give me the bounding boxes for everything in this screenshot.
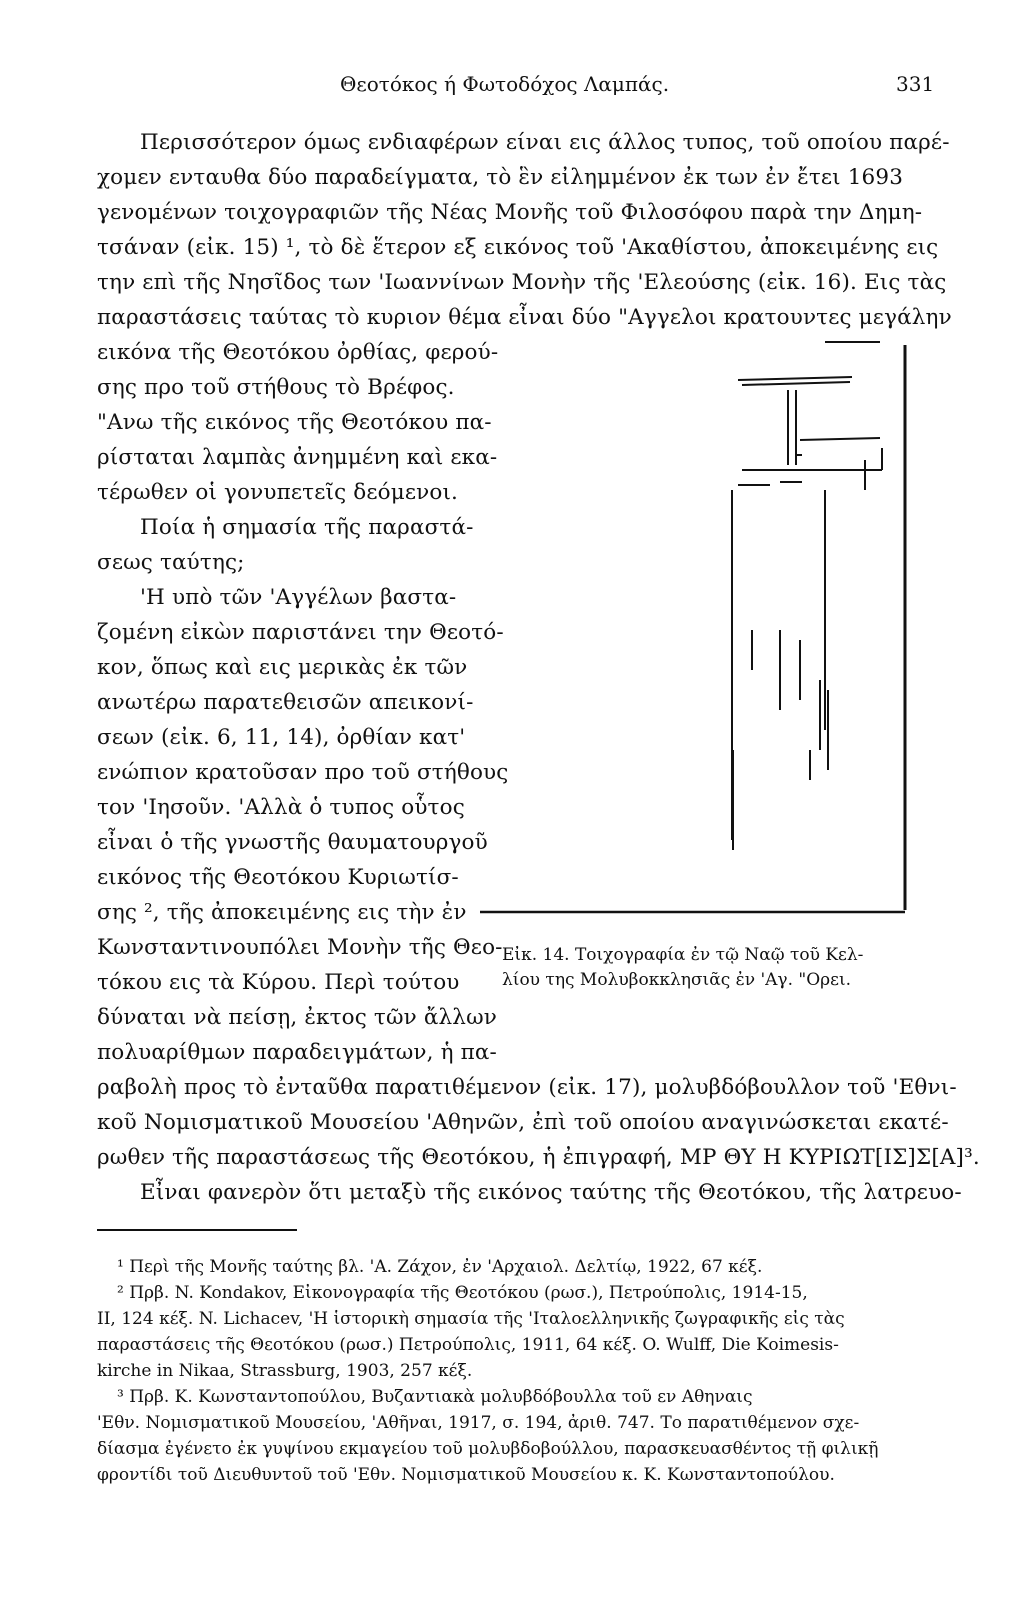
body-line: Κωνσταντινουπόλει Μονὴν τῆς Θεο- xyxy=(97,935,503,960)
body-line: σης προ τοῦ στήθους τὸ Βρέφος. xyxy=(97,375,455,400)
running-header: Θεοτόκος ή Φωτοδόχος Λαμπάς. xyxy=(340,72,670,96)
figure-14-drawing xyxy=(480,330,930,930)
caption-line: λίου της Μολυβοκκλησιᾶς ἐν 'Αγ. "Ορει. xyxy=(502,970,852,990)
body-line: εικόνα τῆς Θεοτόκου ὀρθίας, φερού- xyxy=(97,340,499,365)
body-line: ραβολὴ προς τὸ ἐνταῦθα παρατιθέμενον (εἰκ. 17), μολυβδόβουλλον τοῦ 'Εθνι- xyxy=(97,1075,957,1100)
body-line: Ποία ἡ σημασία τῆς παραστά- xyxy=(140,515,474,540)
body-line: παραστάσεις ταύτας τὸ κυριον θέμα εἶναι δύο "Αγγελοι κρατουντες μεγάλην xyxy=(97,305,952,330)
body-line: κον, ὅπως καὶ εις μερικὰς ἐκ τῶν xyxy=(97,655,468,680)
body-line: Εἶναι φανερὸν ὅτι μεταξὺ τῆς εικόνος ταύτης τῆς Θεοτόκου, τῆς λατρευο- xyxy=(140,1180,962,1205)
body-line: ρίσταται λαμπὰς ἀνημμένη καὶ εκα- xyxy=(97,445,498,470)
body-line: σεων (εἰκ. 6, 11, 14), ὀρθίαν κατ' xyxy=(97,725,466,750)
body-line: δύναται νὰ πείσῃ, ἐκτος τῶν ἄλλων xyxy=(97,1005,497,1030)
body-line: κοῦ Νομισματικοῦ Μουσείου 'Αθηνῶν, ἐπὶ τοῦ οποίου αναγινώσκεται εκατέ- xyxy=(97,1110,949,1135)
body-line: 'Η υπὸ τῶν 'Αγγέλων βαστα- xyxy=(140,585,457,610)
body-line: ρωθεν τῆς παραστάσεως τῆς Θεοτόκου, ἡ ἐπιγραφή, ΜΡ ΘΥ Η ΚΥΡΙΩΤ[ΙΣ]Σ[Α]³. xyxy=(97,1145,980,1170)
body-line: τόκου εις τὰ Κύρου. Περὶ τούτου xyxy=(97,970,460,995)
body-line: σεως ταύτης; xyxy=(97,550,245,575)
footnote-line: 'Εθν. Νομισματικοῦ Μουσείου, 'Αθῆναι, 1917, σ. 194, ἀριθ. 747. Το παρατιθέμενον σχε- xyxy=(97,1413,860,1433)
footnote-line: δίασμα ἐγένετο ἐκ γυψίνου εκμαγείου τοῦ μολυβδοβούλλου, παρασκευασθέντος τῇ φιλικῇ xyxy=(97,1439,879,1459)
body-line: εἶναι ὁ τῆς γνωστῆς θαυματουργοῦ xyxy=(97,830,488,855)
body-line: τον 'Ιησοῦν. 'Αλλὰ ὁ τυπος οὗτος xyxy=(97,795,465,820)
footnote-line: ³ Πρβ. K. Κωνσταντοπούλου, Βυζαντιακὰ μολυβδόβουλλα τοῦ εν Αθηναις xyxy=(117,1387,753,1407)
footnote-line: ² Πρβ. N. Kondakov, Εἰκονογραφία τῆς Θεοτόκου (ρωσ.), Πετρούπολις, 1914-15, xyxy=(117,1283,808,1303)
page-number: 331 xyxy=(896,72,935,96)
body-line: σης ², τῆς ἀποκειμένης εις τὴν ἐν xyxy=(97,900,467,925)
footnote-line: II, 124 κέξ. N. Lichacev, 'Η ἱστορικὴ σημασία τῆς 'Ιταλοελληνικῆς ζωγραφικῆς εἰς τὰς xyxy=(97,1309,845,1329)
footnote-divider xyxy=(97,1229,297,1231)
footnote-line: ¹ Περὶ τῆς Μονῆς ταύτης βλ. 'Α. Ζάχον, ἐν 'Αρχαιολ. Δελτίῳ, 1922, 67 κέξ. xyxy=(117,1257,763,1277)
footnote-line: παραστάσεις τῆς Θεοτόκου (ρωσ.) Πετρούπολις, 1911, 64 κέξ. O. Wulff, Die Koimesis- xyxy=(97,1335,839,1355)
footnote-line: φροντίδι τοῦ Διευθυντοῦ τοῦ 'Εθν. Νομισματικοῦ Μουσείου κ. K. Κωνσταντοπούλου. xyxy=(97,1465,835,1485)
body-line: Περισσότερον όμως ενδιαφέρων είναι εις άλλος τυπος, τοῦ οποίου παρέ- xyxy=(140,130,950,155)
caption-line: Εἰκ. 14. Τοιχογραφία ἐν τῷ Ναῷ τοῦ Κελ- xyxy=(502,945,864,965)
body-line: τέρωθεν οἱ γονυπετεῖς δεόμενοι. xyxy=(97,480,459,505)
body-line: την επὶ τῆς Νησῖδος των 'Ιωαννίνων Μονὴν τῆς 'Ελεούσης (εἰκ. 16). Εις τὰς xyxy=(97,270,947,295)
body-line: ενώπιον κρατοῦσαν προ τοῦ στήθους xyxy=(97,760,509,785)
body-line: γενομένων τοιχογραφιῶν τῆς Νέας Μονῆς τοῦ Φιλοσόφου παρὰ την Δημη- xyxy=(97,200,923,225)
footnote-line: kirche in Nikaa, Strassburg, 1903, 257 κέξ. xyxy=(97,1361,473,1381)
body-line: ανωτέρω παρατεθεισῶν απεικονί- xyxy=(97,690,474,715)
body-line: ζομένη εἰκὼν παριστάνει την Θεοτό- xyxy=(97,620,504,645)
body-line: "Ανω τῆς εικόνος τῆς Θεοτόκου πα- xyxy=(97,410,492,435)
body-line: χομεν ενταυθα δύο παραδείγματα, τὸ ἓν εἰλημμένον ἐκ των ἐν ἔτει 1693 xyxy=(97,165,904,190)
body-line: εικόνος τῆς Θεοτόκου Κυριωτίσ- xyxy=(97,865,459,890)
body-line: πολυαρίθμων παραδειγμάτων, ἡ πα- xyxy=(97,1040,497,1065)
body-line: τσάναν (εἰκ. 15) ¹, τὸ δὲ ἕτερον εξ εικόνος τοῦ 'Ακαθίστου, ἀποκειμένης εις xyxy=(97,235,939,260)
